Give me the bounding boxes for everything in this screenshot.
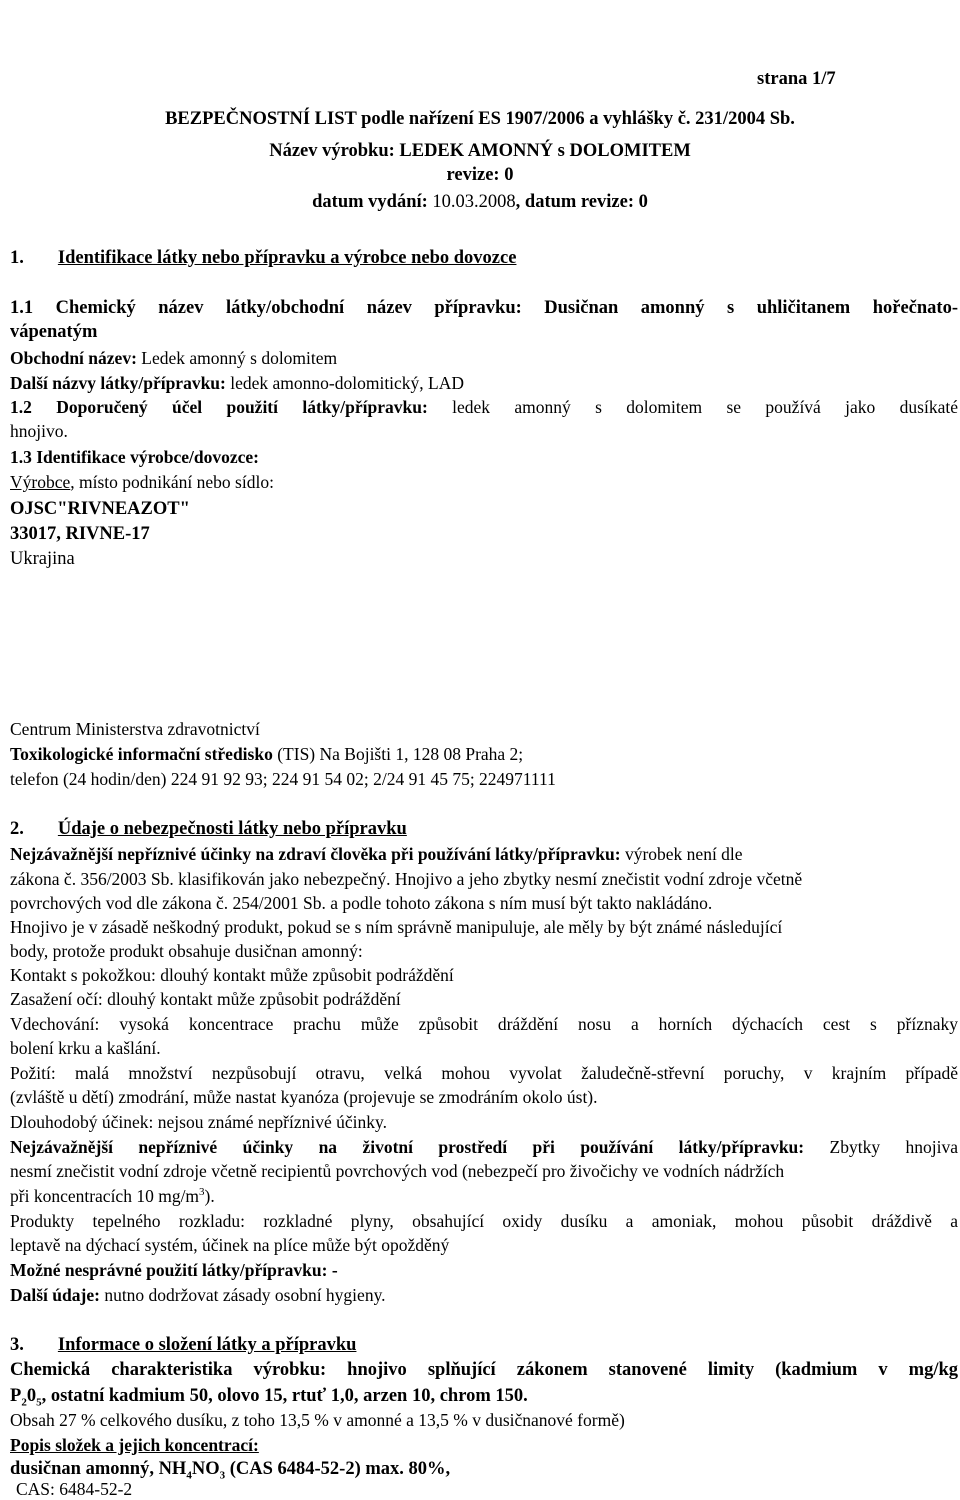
superscript: 3 [199,1186,205,1199]
long-term-effect: Dlouhodobý účinek: nejsou známé nepříznivé účinky. [10,1112,387,1132]
nitrogen-content: Obsah 27 % celkového dusíku, z toho 13,5 % v amonné a 13,5 % v dusičnanové formě) [10,1410,625,1430]
concentration-text: při koncentracích 10 mg/m [10,1186,200,1206]
hazard-text: zákona č. 356/2003 Sb. klasifikován jako nebezpečný. Hnojivo a jeho zbytky nesmí znečistit vodní zdroje včetně [10,869,803,889]
other-info-value: nutno dodržovat zásady osobní hygieny. [99,1285,386,1305]
environment-effects-value: Zbytky hnojiva [804,1137,958,1157]
subscript: 4 [186,1469,192,1482]
other-names-label: Další názvy látky/přípravku: [10,373,226,393]
inhalation: Vdechování: vysoká koncentrace prachu může způsobit dráždění nosu a horních dýchacích cest s příznaky [10,1014,958,1034]
ingestion: Požití: malá množství nezpůsobují otravu, velká mohou vyvolat žaludečně-střevní poruchy, v krajním případě [10,1063,958,1083]
company-address: 33017, RIVNE-17 [10,524,150,544]
formula-part: 0 [26,1386,37,1406]
recommended-use-value: ledek amonný s dolomitem se používá jako dusíkaté [427,397,958,417]
manufacturer-label: Výrobce [10,472,71,492]
recommended-use-cont: hnojivo. [10,421,68,441]
toxicology-centre [10,743,523,765]
subscript: 3 [219,1469,226,1482]
chemical-name: 1.1 Chemický název látky/obchodní název přípravku: Dusičnan amonný s uhličitanem hořečnato- [10,298,958,318]
chemical-name-cont: vápenatým [10,322,98,342]
company-country: Ukrajina [10,549,75,569]
document-title: BEZPEČNOSTNÍ LIST podle nařízení ES 1907/2006 a vyhlášky č. 231/2004 Sb. [165,109,795,129]
inhalation-cont: bolení krku a kašlání. [10,1038,161,1058]
chemical-name-line [10,297,958,319]
chemical-characteristics-cont [10,1385,528,1407]
issue-date-label: datum vydání: [312,192,433,212]
subscript: 2 [21,1396,27,1409]
environment-effects-label: Nejzávažnější nepříznivé účinky na životní prostředí při používání látky/přípravku: [10,1137,805,1157]
limits-text: , ostatní kadmium 50, olovo 15, rtuť 1,0, arzen 10, chrom 150. [41,1386,528,1406]
chemical-characteristics [10,1359,958,1381]
toxicology-centre-label: Toxikologické informační středisko [10,744,273,764]
section-2-title: Údaje o nebezpečnosti látky nebo přípravku [57,819,407,839]
company-name: OJSC"RIVNEAZOT" [10,499,190,519]
recommended-use-label: 1.2 Doporučený účel použití látky/přípravku: [10,397,428,417]
health-centre: Centrum Ministerstva zdravotnictví [10,719,260,739]
section-3-number: 3. [10,1335,24,1355]
cas-number: CAS: 6484-52-2 [16,1479,133,1499]
revision-date-label: , datum revize: [515,192,639,212]
formula-part: NO [191,1459,220,1479]
section-2-heading [10,818,407,840]
recommended-use [10,396,958,418]
environment-text: nesmí znečistit vodní zdroje včetně recipientů povrchových vod (nebezpečí pro živočichy ve vodních nádržích [10,1161,785,1181]
revision-date: 0 [638,192,648,212]
other-names-value: ledek amonno-dolomitický, LAD [225,373,465,393]
emergency-phone: telefon (24 hodin/den) 224 91 92 93; 224 91 54 02; 2/24 91 45 75; 224971111 [10,769,556,789]
health-effects-value: výrobek není dle [620,844,743,864]
product-name: Název výrobku: LEDEK AMONNÝ s DOLOMITEM [269,141,691,161]
environment-concentration [10,1185,215,1207]
section-2-number: 2. [10,819,24,839]
decomposition-products: Produkty tepelného rozkladu: rozkladné plyny, obsahující oxidy dusíku a amoniak, mohou působit dráždivě a [10,1211,958,1231]
chemical-characteristics-text: Chemická charakteristika výrobku: hnojivo splňující zákonem stanovené limity (kadmium v mg/kg [10,1360,958,1380]
page-number: strana 1/7 [757,69,836,89]
trade-name-value: Ledek amonný s dolomitem [136,348,338,368]
component-ammonium-nitrate [10,1458,450,1480]
issue-dates [0,191,960,213]
manufacturer-seat: , místo podnikání nebo sídlo: [70,472,274,492]
decomposition-cont: leptavě na dýchací systém, účinek na plíce může být opožděný [10,1235,450,1255]
section-1-number: 1. [10,248,24,268]
manufacturer-line [10,471,274,493]
section-1-heading [10,247,516,269]
concentration-end: ). [204,1186,215,1206]
hazard-text: Hnojivo je v zásadě neškodný produkt, pokud se s ním správně manipuluje, ale měly by být známé následující [10,917,783,937]
other-info [10,1284,386,1306]
environment-effects [10,1136,958,1158]
hazard-text: body, protože produkt obsahuje dusičnan amonný: [10,941,363,961]
section-1-title: Identifikace látky nebo přípravku a výrobce nebo dovozce [57,248,517,268]
other-names [10,372,464,394]
component-cas-concentration: (CAS 6484-52-2) max. 80%, [225,1459,451,1479]
toxicology-centre-address: (TIS) Na Bojišti 1, 128 08 Praha 2; [272,744,524,764]
subscript: 5 [36,1396,42,1409]
skin-contact: Kontakt s pokožkou: dlouhý kontakt může způsobit podráždění [10,965,454,985]
trade-name [10,347,337,369]
eye-contact: Zasažení očí: dlouhý kontakt může způsobit podráždění [10,989,401,1009]
other-info-label: Další údaje: [10,1285,100,1305]
section-3-heading [10,1334,356,1356]
health-effects-label: Nejzávažnější nepříznivé účinky na zdraví člověka při používání látky/přípravku: [10,844,621,864]
manufacturer-heading: 1.3 Identifikace výrobce/dovozce: [10,447,260,467]
ingestion-cont: (zvláště u dětí) zmodrání, může nastat kyanóza (projevuje se zmodráním okolo úst). [10,1087,598,1107]
issue-date: 10.03.2008 [432,192,516,212]
health-effects [10,843,743,865]
revision: revize: 0 [446,165,514,185]
hazard-text: povrchových vod dle zákona č. 254/2001 Sb. a podle tohoto zákona s ním musí být takto nakládáno. [10,893,713,913]
section-3-title: Informace o složení látky a přípravku [57,1335,357,1355]
formula-part: P [10,1386,22,1406]
misuse: Možné nesprávné použití látky/přípravku: - [10,1260,338,1280]
trade-name-label: Obchodní název: [10,348,137,368]
components-heading: Popis složek a jejich koncentrací: [10,1435,259,1455]
component-name: dusičnan amonný, NH [10,1459,187,1479]
